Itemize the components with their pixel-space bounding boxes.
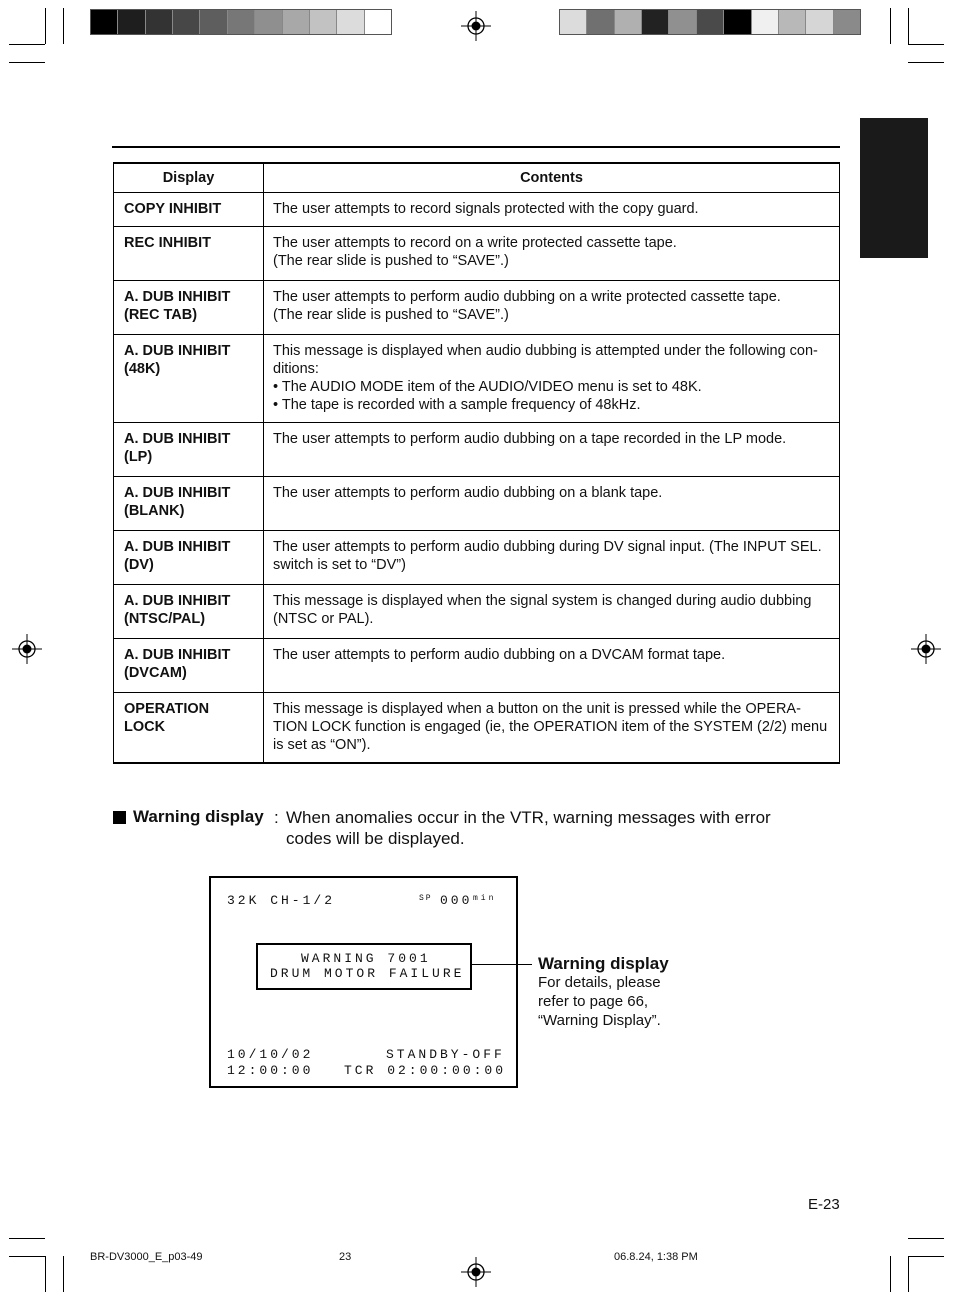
table-row <box>114 423 840 477</box>
callout-title: Warning display <box>538 954 669 973</box>
display-text: (BLANK) <box>124 503 185 519</box>
display-text: (NTSC/PAL) <box>124 611 206 627</box>
display-cell <box>114 639 264 693</box>
display-text: A. DUB INHIBIT <box>124 539 231 555</box>
registration-mark-icon <box>911 634 941 664</box>
color-swatch <box>560 10 587 34</box>
warning-display-callout <box>538 954 669 1030</box>
contents-cell <box>264 281 840 335</box>
color-swatch <box>752 10 779 34</box>
callout-line: refer to page 66, <box>538 993 649 1010</box>
color-swatch <box>200 10 227 34</box>
registration-mark-icon <box>461 1257 491 1287</box>
display-text: LOCK <box>124 719 166 735</box>
table-row <box>114 193 840 227</box>
display-text: A. DUB INHIBIT <box>124 289 231 305</box>
display-cell <box>114 693 264 764</box>
screen-warning-message: DRUM MOTOR FAILURE <box>270 966 465 981</box>
display-text: (48K) <box>124 361 161 377</box>
display-text: A. DUB INHIBIT <box>124 343 231 359</box>
color-swatch <box>724 10 751 34</box>
color-swatch <box>255 10 282 34</box>
display-text: (DVCAM) <box>124 665 187 681</box>
table-row <box>114 281 840 335</box>
contents-text: This message is displayed when the signal system is changed during audio dubbing <box>273 593 812 609</box>
display-cell <box>114 335 264 423</box>
display-text: A. DUB INHIBIT <box>124 431 231 447</box>
screen-audio-info: 32K CH-1/2 <box>227 893 336 908</box>
contents-text: (The rear slide is pushed to “SAVE”.) <box>273 253 509 269</box>
display-text: A. DUB INHIBIT <box>124 647 231 663</box>
vtr-screen-illustration <box>209 876 518 1088</box>
message-table <box>113 162 840 764</box>
description-line: When anomalies occur in the VTR, warning messages with error <box>286 808 771 827</box>
contents-text: • The tape is recorded with a sample frequency of 48kHz. <box>273 397 641 413</box>
contents-text: TION LOCK function is engaged (ie, the OPERATION item of the SYSTEM (2/2) menu <box>273 719 828 735</box>
screen-status: STANDBY-OFF <box>386 1047 505 1062</box>
top-rule <box>112 146 840 148</box>
screen-min-indicator: min <box>473 894 497 903</box>
color-swatch <box>779 10 806 34</box>
color-swatch <box>228 10 255 34</box>
footer-filename: BR-DV3000_E_p03-49 <box>90 1251 203 1263</box>
contents-cell <box>264 585 840 639</box>
table-row <box>114 693 840 764</box>
screen-counter: 000 <box>440 893 473 908</box>
contents-text: ditions: <box>273 361 319 377</box>
color-swatch <box>615 10 642 34</box>
contents-text: The user attempts to perform audio dubbing on a write protected cassette tape. <box>273 289 781 305</box>
display-text: OPERATION <box>124 701 210 717</box>
callout-line: “Warning Display”. <box>538 1012 661 1029</box>
callout-leader-line <box>470 964 532 965</box>
registration-mark-icon <box>12 634 42 664</box>
table-row <box>114 335 840 423</box>
column-header-contents: Contents <box>264 163 840 193</box>
color-swatch <box>173 10 200 34</box>
contents-cell <box>264 335 840 423</box>
table-row <box>114 585 840 639</box>
table-row <box>114 227 840 281</box>
screen-timecode: TCR 02:00:00:00 <box>344 1063 507 1078</box>
contents-cell <box>264 477 840 531</box>
color-swatch <box>91 10 118 34</box>
contents-text: The user attempts to record signals protected with the copy guard. <box>273 201 699 217</box>
contents-text: The user attempts to perform audio dubbing on a tape recorded in the LP mode. <box>273 431 787 447</box>
column-header-display: Display <box>114 163 264 193</box>
page-number: E-23 <box>808 1196 840 1213</box>
section-bullet-icon <box>113 811 126 824</box>
color-swatch <box>669 10 696 34</box>
footer-page: 23 <box>339 1251 352 1263</box>
contents-cell <box>264 423 840 477</box>
screen-date: 10/10/02 <box>227 1047 314 1062</box>
color-swatch <box>365 10 391 34</box>
contents-text: switch is set to “DV”) <box>273 557 406 573</box>
display-cell <box>114 193 264 227</box>
contents-cell <box>264 531 840 585</box>
callout-line: For details, please <box>538 974 661 991</box>
contents-cell <box>264 639 840 693</box>
display-text: A. DUB INHIBIT <box>124 485 231 501</box>
display-cell <box>114 531 264 585</box>
display-cell <box>114 477 264 531</box>
table-header-row <box>114 163 840 193</box>
color-swatch <box>642 10 669 34</box>
contents-text: This message is displayed when a button on the unit is pressed while the OPERA- <box>273 701 801 717</box>
table-row <box>114 477 840 531</box>
screen-sp-indicator: SP <box>419 894 433 903</box>
screen-warning-code: WARNING 7001 <box>301 951 431 966</box>
contents-cell <box>264 193 840 227</box>
grayscale-color-bar-right <box>559 9 861 35</box>
contents-cell <box>264 227 840 281</box>
display-text: (REC TAB) <box>124 307 198 323</box>
display-cell <box>114 281 264 335</box>
display-text: A. DUB INHIBIT <box>124 593 231 609</box>
contents-text: The user attempts to record on a write protected cassette tape. <box>273 235 677 251</box>
color-swatch <box>806 10 833 34</box>
contents-text: The user attempts to perform audio dubbing on a blank tape. <box>273 485 663 501</box>
contents-text: is set as “ON”). <box>273 737 371 753</box>
screen-time: 12:00:00 <box>227 1063 314 1078</box>
contents-text: (The rear slide is pushed to “SAVE”.) <box>273 307 509 323</box>
contents-text: This message is displayed when audio dubbing is attempted under the following con- <box>273 343 818 359</box>
registration-mark-icon <box>461 11 491 41</box>
section-tab <box>860 118 928 258</box>
display-text: REC INHIBIT <box>124 235 211 251</box>
color-swatch <box>697 10 724 34</box>
contents-text: The user attempts to perform audio dubbing on a DVCAM format tape. <box>273 647 726 663</box>
table-row <box>114 639 840 693</box>
contents-text: (NTSC or PAL). <box>273 611 374 627</box>
color-swatch <box>283 10 310 34</box>
footer-date: 06.8.24, 1:38 PM <box>614 1251 698 1263</box>
display-text: COPY INHIBIT <box>124 201 222 217</box>
description-line: codes will be displayed. <box>286 829 465 848</box>
display-cell <box>114 585 264 639</box>
section-heading: Warning display <box>133 807 264 826</box>
color-swatch <box>337 10 364 34</box>
contents-text: The user attempts to perform audio dubbing during DV signal input. (The INPUT SEL. <box>273 539 822 555</box>
color-swatch <box>310 10 337 34</box>
color-swatch <box>146 10 173 34</box>
display-cell <box>114 227 264 281</box>
contents-text: • The AUDIO MODE item of the AUDIO/VIDEO menu is set to 48K. <box>273 379 702 395</box>
table-row <box>114 531 840 585</box>
contents-cell <box>264 693 840 764</box>
display-text: (LP) <box>124 449 153 465</box>
display-cell <box>114 423 264 477</box>
color-swatch <box>118 10 145 34</box>
color-swatch <box>834 10 860 34</box>
color-swatch <box>587 10 614 34</box>
display-text: (DV) <box>124 557 154 573</box>
grayscale-color-bar-left <box>90 9 392 35</box>
screen-warning-box <box>256 943 472 990</box>
